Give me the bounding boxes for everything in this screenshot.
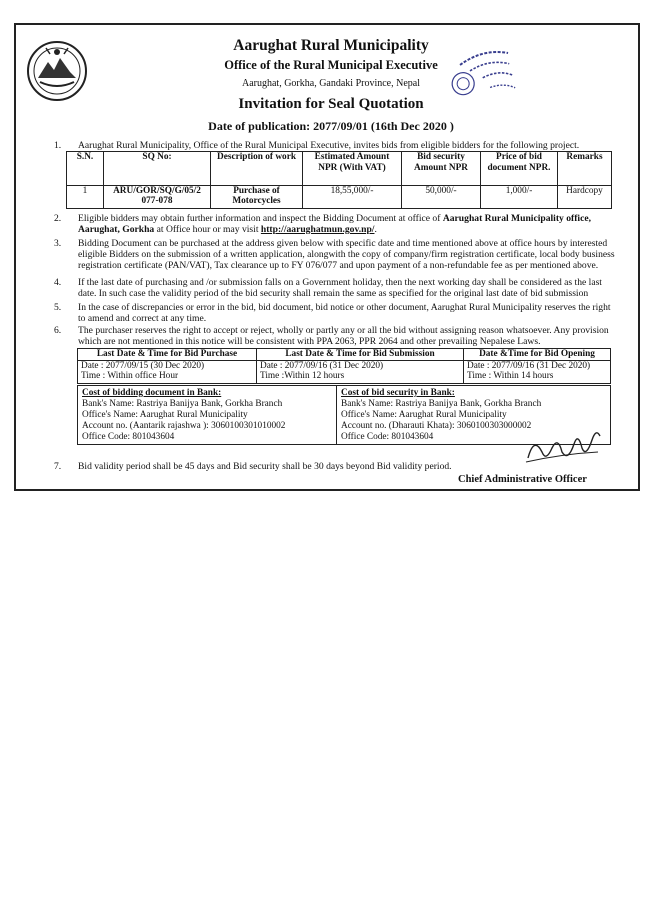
bank-line: Office Code: 801043604 — [82, 432, 175, 442]
item-number: 1. — [54, 140, 62, 151]
bank-box-title: Cost of bid security in Bank: — [341, 388, 455, 398]
item-text-part: . — [374, 224, 377, 235]
item-text: Bidding Document can be purchased at the address given below with specific date and time mentioned above at office hours by interested eligible Bidders on the submission of a written application, alongwith the copy of company/firm registration certificate, local body business registration certificate (PAN/VAT), Tax clearance up to FY 076/077 and upon payment of a non-refundable fee as per mentioned above. — [78, 238, 615, 271]
bank-line: Office's Name: Aarughat Rural Municipality — [82, 410, 248, 420]
item-number: 3. — [54, 238, 62, 249]
item-text — [78, 213, 618, 235]
table-header-row — [78, 349, 611, 361]
item-text: Aarughat Rural Municipality, Office of the Rural Municipal Executive, invites bids from eligible bidders for the following project. — [78, 140, 580, 151]
table-header: Last Date & Time for Bid Submission — [257, 349, 464, 361]
chief-administrative-officer: Chief Administrative Officer — [458, 474, 587, 485]
item-number: 2. — [54, 213, 62, 224]
purchase-time: Time : Within office Hour — [81, 371, 179, 381]
table-cell: 1,000/- — [481, 186, 558, 209]
purchase-date: Date : 2077/09/15 (30 Dec 2020) — [81, 361, 205, 371]
table-header: SQ No: — [104, 152, 211, 186]
item-number: 6. — [54, 325, 62, 336]
table-row — [78, 361, 611, 384]
table-header: S.N. — [67, 152, 104, 186]
website-link[interactable]: http://aarughatmun.gov.np/ — [260, 224, 375, 235]
office-name: Office of the Rural Municipal Executive — [224, 58, 438, 72]
schedule-table — [77, 348, 611, 384]
bank-line: Office's Name: Aarughat Rural Municipality — [341, 410, 507, 420]
submission-date: Date : 2077/09/16 (31 Dec 2020) — [260, 361, 384, 371]
table-cell — [257, 361, 464, 384]
bank-line: Bank's Name: Rastriya Banijya Bank, Gorkha Branch — [82, 399, 283, 409]
table-row — [67, 186, 612, 209]
notice-title: Invitation for Seal Quotation — [238, 96, 424, 112]
office-location: Aarughat Rural Municipality office, Aarughat, Gorkha — [78, 213, 591, 235]
table-header-row — [67, 152, 612, 186]
item-text: If the last date of purchasing and /or submission falls on a Government holiday, then the next working day shall be considered as the last date. In such case the validity period of the bid security shall remain the same as specified for the original last date of bid submission — [78, 277, 602, 299]
item-number: 7. — [54, 461, 62, 472]
item-number: 4. — [54, 277, 62, 288]
table-cell: ARU/GOR/SQ/G/05/2 077-078 — [104, 186, 211, 209]
publication-date: Date of publication: 2077/09/01 (16th Dec 2020 ) — [208, 119, 454, 133]
table-header: Remarks — [558, 152, 612, 186]
item-text: In the case of discrepancies or error in the bid, bid document, bid notice or other document, Aarughat Rural Municipality reserves the right to amend and correct at any time. — [78, 302, 611, 324]
table-cell: 18,55,000/- — [303, 186, 402, 209]
table-cell — [464, 361, 611, 384]
bank-line: Bank's Name: Rastriya Banijya Bank, Gorkha Branch — [341, 399, 542, 409]
bank-box-document — [77, 385, 337, 445]
table-header: Price of bid document NPR. — [481, 152, 558, 186]
table-cell: 50,000/- — [402, 186, 481, 209]
project-table — [66, 151, 612, 209]
office-address: Aarughat, Gorkha, Gandaki Province, Nepal — [242, 78, 420, 89]
opening-time: Time : Within 14 hours — [467, 371, 554, 381]
bank-line: Office Code: 801043604 — [341, 432, 434, 442]
bank-line: Account no. (Dharauti Khata): 3060100303000002 — [341, 421, 532, 431]
item-text-part: Eligible bidders may obtain further information and inspect the Bidding Document at office of — [78, 213, 443, 224]
table-cell — [78, 361, 257, 384]
table-header: Last Date & Time for Bid Purchase — [78, 349, 257, 361]
table-header: Estimated Amount NPR (With VAT) — [303, 152, 402, 186]
item-text: The purchaser reserves the right to accept or reject, wholly or partly any or all the bid without assigning reason whatsoever. Any provision which are not mentioned in this notice will be consistent with PPA 2063, PPR 2064 and other prevailing Nepalese Laws. — [78, 325, 609, 347]
table-header: Date &Time for Bid Opening — [464, 349, 611, 361]
table-cell: Purchase of Motorcycles — [211, 186, 303, 209]
item-text-part: at Office hour or may visit — [154, 224, 261, 235]
opening-date: Date : 2077/09/16 (31 Dec 2020) — [467, 361, 591, 371]
table-cell: Hardcopy — [558, 186, 612, 209]
office-seal-stamp — [442, 45, 530, 123]
table-header: Description of work — [211, 152, 303, 186]
table-header: Bid security Amount NPR — [402, 152, 481, 186]
item-text: Bid validity period shall be 45 days and Bid security shall be 30 days beyond Bid validity period. — [78, 461, 452, 472]
table-cell: 1 — [67, 186, 104, 209]
signature-icon — [522, 422, 604, 468]
municipality-name: Aarughat Rural Municipality — [233, 37, 429, 54]
bank-box-title: Cost of bidding document in Bank: — [82, 388, 222, 398]
submission-time: Time :Within 12 hours — [260, 371, 345, 381]
item-number: 5. — [54, 302, 62, 313]
bank-line: Account no. (Aantarik rajashwa ): 3060100301010002 — [82, 421, 286, 431]
